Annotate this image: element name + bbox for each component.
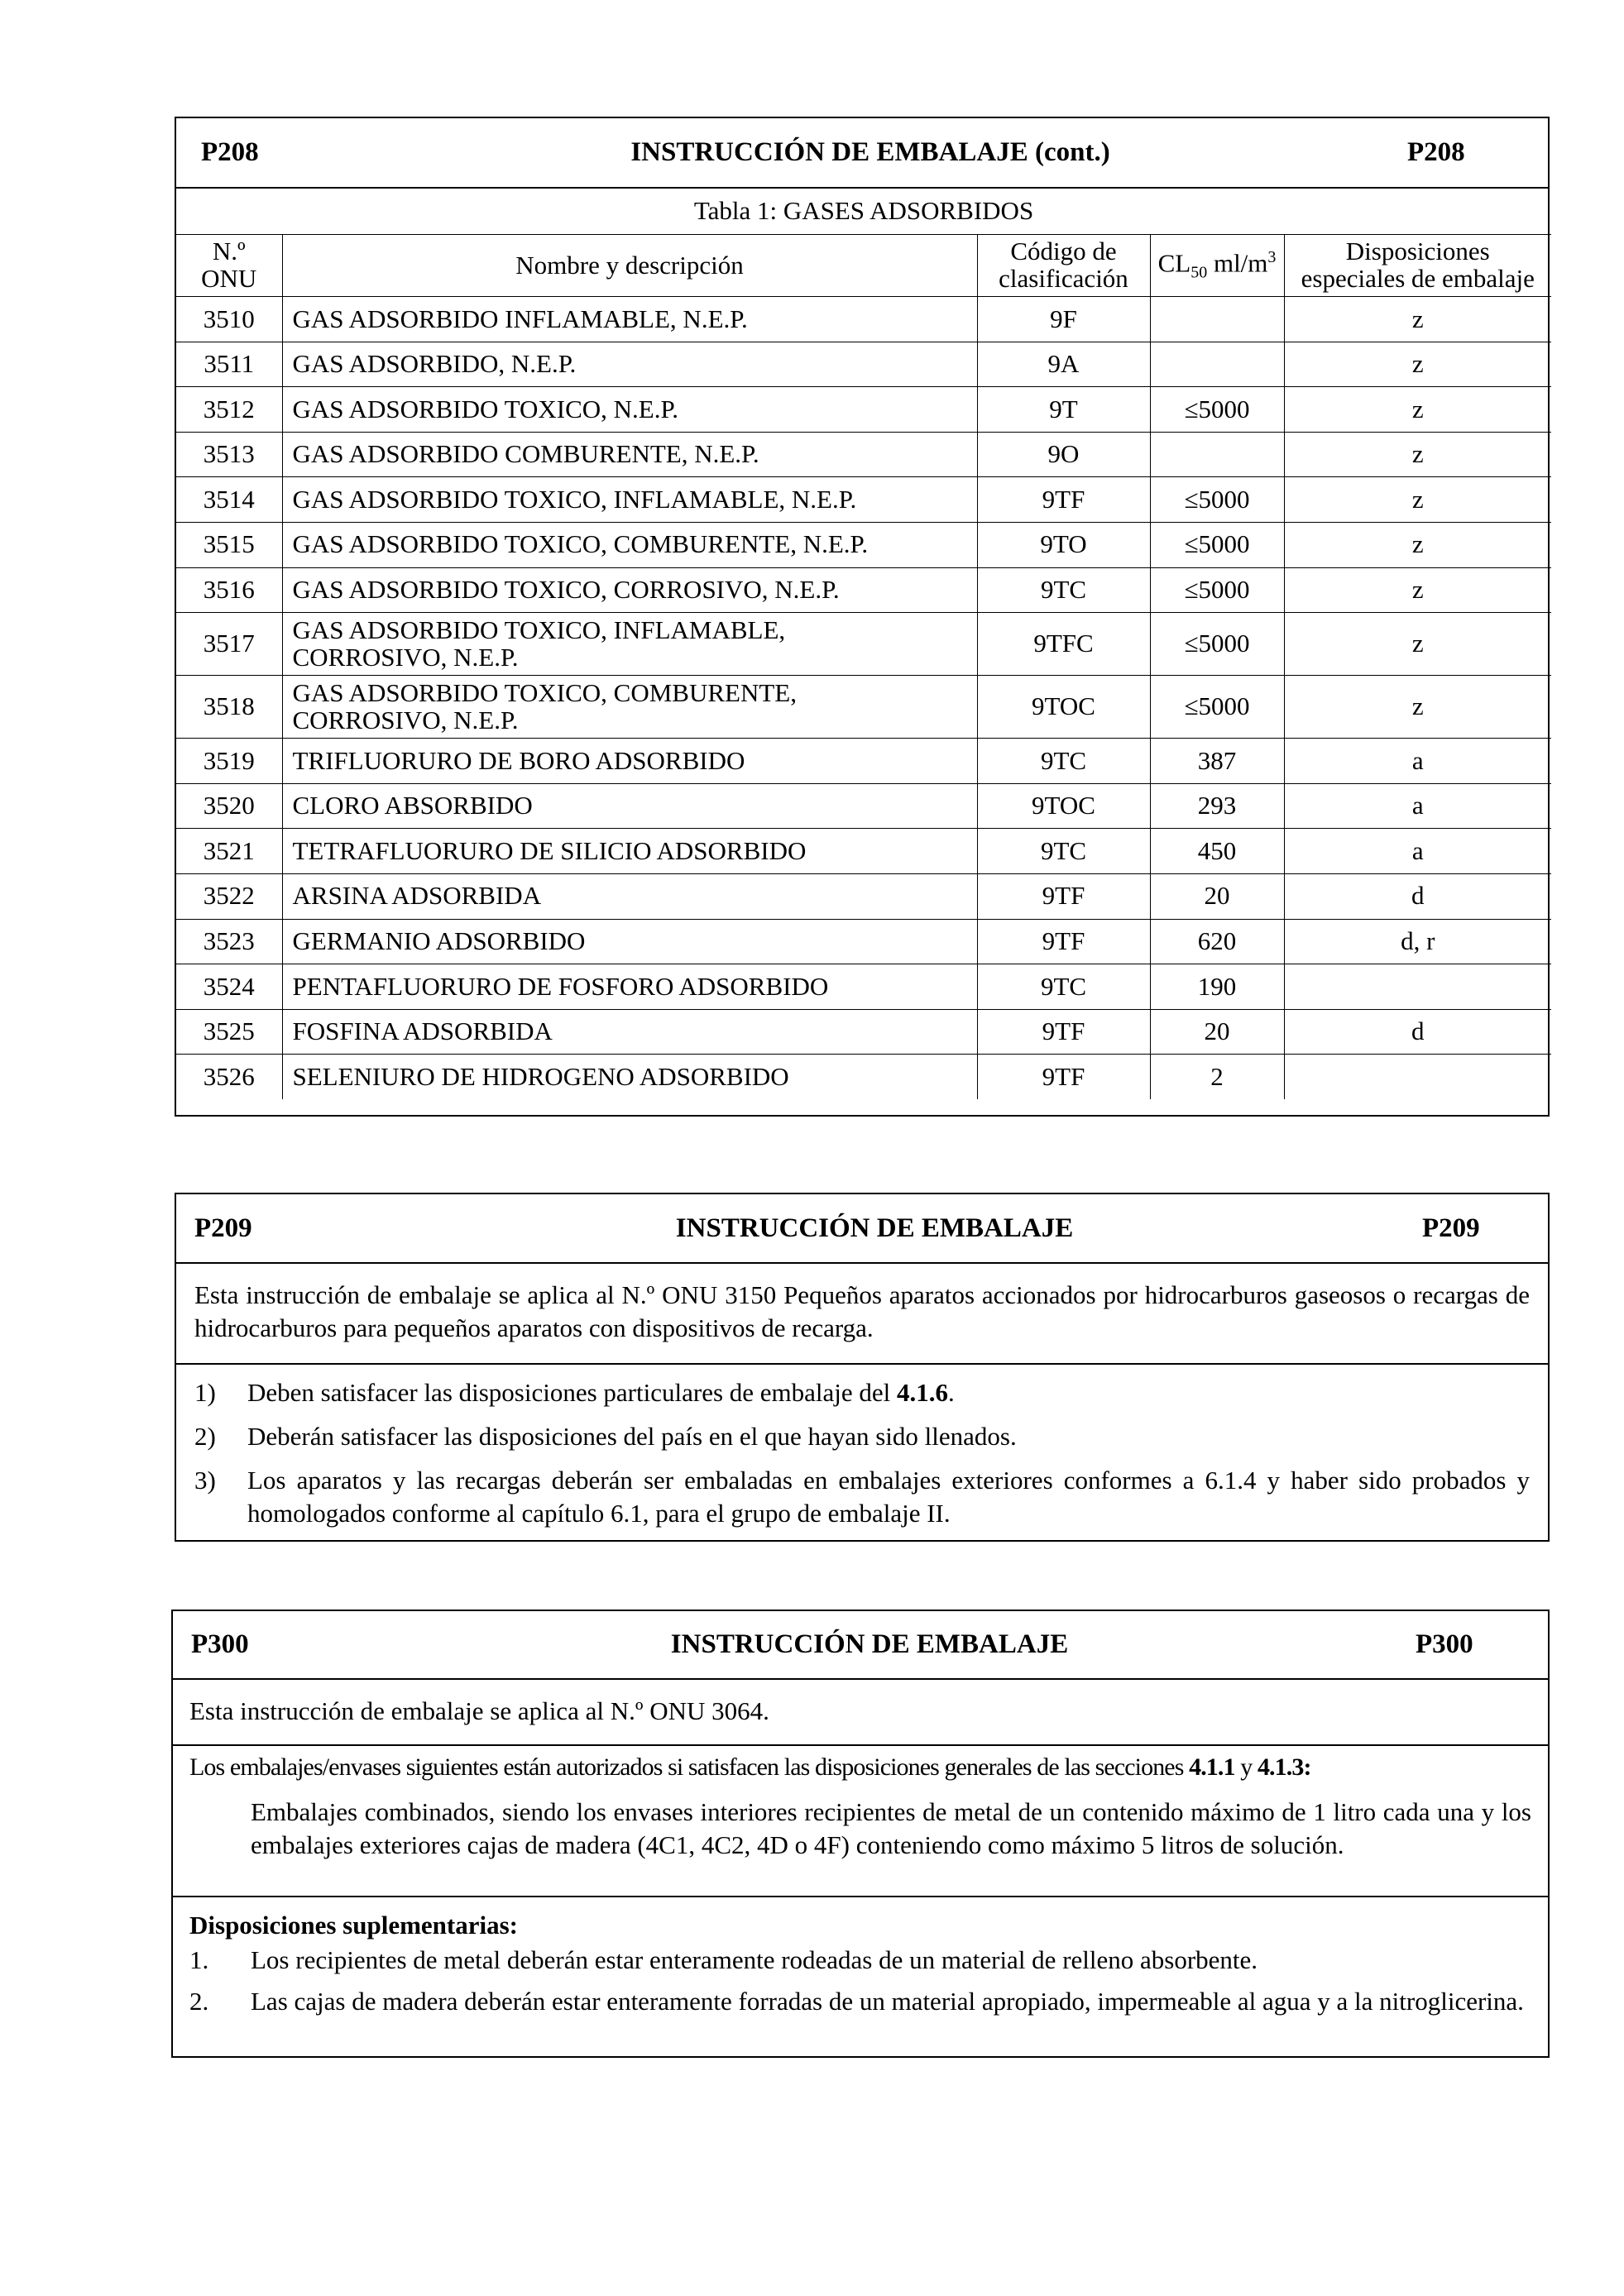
table-row [176, 613, 1551, 676]
table-row [176, 297, 1551, 342]
cell-name-line1: GAS ADSORBIDO TOXICO, INFLAMABLE, [292, 615, 786, 645]
p208-title: INSTRUCCIÓN DE EMBALAJE (cont.) [630, 137, 1110, 167]
cell-special-provisions: a [1284, 739, 1551, 784]
cell-lc50: ≤5000 [1150, 387, 1284, 433]
cell-special-provisions: z [1284, 613, 1551, 676]
cell-name: ARSINA ADSORBIDA [282, 873, 977, 919]
cell-un-number: 3521 [176, 829, 282, 874]
cell-un-number: 3510 [176, 297, 282, 342]
cell-lc50 [1150, 432, 1284, 477]
p209-code-right: P209 [1422, 1213, 1480, 1243]
cell-lc50: 387 [1150, 739, 1284, 784]
p208-header [176, 118, 1548, 189]
lc50-unit: ml/m [1207, 248, 1268, 278]
p209-item-number: 2) [194, 1422, 216, 1451]
p209-item [194, 1420, 1530, 1453]
p209-title: INSTRUCCIÓN DE EMBALAJE [675, 1213, 1074, 1243]
p209-item-number: 1) [194, 1378, 216, 1407]
p209-item [194, 1464, 1530, 1530]
cell-special-provisions: z [1284, 567, 1551, 613]
cell-un-number: 3523 [176, 919, 282, 964]
cell-un-number: 3515 [176, 522, 282, 567]
adsorbed-gases-table [176, 189, 1551, 1099]
cell-un-number: 3524 [176, 964, 282, 1010]
cell-lc50: ≤5000 [1150, 676, 1284, 739]
col-header-un-line1: N.º [212, 237, 246, 266]
cell-classification: 9TO [977, 522, 1150, 567]
cell-lc50 [1150, 342, 1284, 387]
p300-authorized-text [189, 1751, 1531, 1784]
cell-classification: 9TC [977, 567, 1150, 613]
p300-authorized-ref2: 4.1.3: [1257, 1753, 1311, 1781]
cell-special-provisions [1284, 964, 1551, 1010]
cell-classification: 9TF [977, 873, 1150, 919]
p300-header [173, 1611, 1548, 1680]
cell-special-provisions: a [1284, 783, 1551, 829]
p300-authorized-lead: Los embalajes/envases siguientes están autorizados si satisfacen las disposiciones generales de las secciones [189, 1753, 1190, 1781]
p209-items-section [176, 1365, 1548, 1530]
p209-item-number: 3) [194, 1466, 216, 1495]
cell-name [282, 613, 977, 676]
p300-title: INSTRUCCIÓN DE EMBALAJE [670, 1629, 1069, 1659]
p300-instruction-box [171, 1610, 1550, 2058]
p300-supplementary-title: Disposiciones suplementarias: [189, 1911, 518, 1940]
p209-intro-section [176, 1264, 1548, 1365]
col-header-un-line2: ONU [201, 264, 257, 293]
cell-name: GAS ADSORBIDO COMBURENTE, N.E.P. [282, 432, 977, 477]
col-header-lc50 [1150, 235, 1284, 297]
table-row [176, 783, 1551, 829]
cell-special-provisions: d, r [1284, 919, 1551, 964]
col-header-class-line1: Código de [1010, 237, 1117, 266]
cell-special-provisions: a [1284, 829, 1551, 874]
cell-lc50: 2 [1150, 1055, 1284, 1099]
table-row [176, 964, 1551, 1010]
cell-classification: 9TOC [977, 676, 1150, 739]
cell-classification: 9F [977, 297, 1150, 342]
cell-name-line1: GAS ADSORBIDO TOXICO, COMBURENTE, [292, 678, 797, 708]
cell-classification: 9TOC [977, 783, 1150, 829]
col-header-special-line2: especiales de embalaje [1301, 264, 1535, 293]
cell-un-number: 3520 [176, 783, 282, 829]
cell-name [282, 676, 977, 739]
p300-supplementary-number: 2. [189, 1987, 209, 2016]
table-row [176, 567, 1551, 613]
cell-name: TRIFLUORURO DE BORO ADSORBIDO [282, 739, 977, 784]
cell-un-number: 3513 [176, 432, 282, 477]
cell-name: SELENIURO DE HIDROGENO ADSORBIDO [282, 1055, 977, 1099]
p300-supplementary-text: Las cajas de madera deberán estar enteramente forradas de un material apropiado, impermeable al agua y a la nitroglicerina. [251, 1987, 1524, 2016]
p300-code-left: P300 [191, 1629, 249, 1659]
p209-item-1-ref: 4.1.6 [897, 1378, 949, 1407]
cell-un-number: 3526 [176, 1055, 282, 1099]
col-header-special-line1: Disposiciones [1345, 237, 1490, 266]
table-row [176, 342, 1551, 387]
cell-lc50: 293 [1150, 783, 1284, 829]
cell-lc50: ≤5000 [1150, 522, 1284, 567]
cell-name: GERMANIO ADSORBIDO [282, 919, 977, 964]
col-header-name: Nombre y descripción [282, 235, 977, 297]
cell-special-provisions: z [1284, 522, 1551, 567]
cell-name: PENTAFLUORURO DE FOSFORO ADSORBIDO [282, 964, 977, 1010]
cell-classification: 9TC [977, 829, 1150, 874]
p209-item-text [247, 1376, 1530, 1409]
cell-un-number: 3511 [176, 342, 282, 387]
table-header-row [176, 235, 1551, 297]
table-row [176, 432, 1551, 477]
p209-item-text: Los aparatos y las recargas deberán ser embaladas en embalajes exteriores conformes a 6.1.4 y haber sido probados y homologados conforme al capítulo 6.1, para el grupo de embalaje II. [247, 1466, 1530, 1528]
cell-name-line2: CORROSIVO, N.E.P. [292, 642, 519, 672]
cell-special-provisions: z [1284, 676, 1551, 739]
cell-classification: 9TFC [977, 613, 1150, 676]
cell-lc50: 190 [1150, 964, 1284, 1010]
cell-special-provisions: z [1284, 477, 1551, 523]
cell-special-provisions: z [1284, 432, 1551, 477]
cell-classification: 9TF [977, 1009, 1150, 1055]
p300-authorized-section [173, 1746, 1548, 1897]
cell-classification: 9A [977, 342, 1150, 387]
p209-item-text: Deberán satisfacer las disposiciones del país en el que hayan sido llenados. [247, 1422, 1017, 1451]
cell-name: GAS ADSORBIDO TOXICO, INFLAMABLE, N.E.P. [282, 477, 977, 523]
cell-lc50 [1150, 297, 1284, 342]
cell-name: GAS ADSORBIDO TOXICO, N.E.P. [282, 387, 977, 433]
p300-supplementary-item [189, 1985, 1531, 2018]
col-header-special-provisions [1284, 235, 1551, 297]
table-row [176, 739, 1551, 784]
col-header-un [176, 235, 282, 297]
table-row [176, 477, 1551, 523]
cell-special-provisions: z [1284, 297, 1551, 342]
cell-special-provisions: z [1284, 387, 1551, 433]
lc50-prefix: CL [1157, 248, 1191, 278]
cell-name: GAS ADSORBIDO TOXICO, COMBURENTE, N.E.P. [282, 522, 977, 567]
cell-name: CLORO ABSORBIDO [282, 783, 977, 829]
lc50-superscript: 3 [1267, 248, 1277, 267]
col-header-classification [977, 235, 1150, 297]
cell-lc50: ≤5000 [1150, 613, 1284, 676]
cell-classification: 9TF [977, 1055, 1150, 1099]
p209-intro-text: Esta instrucción de embalaje se aplica al N.º ONU 3150 Pequeños aparatos accionados por hidrocarburos gaseosos o recargas de hidrocarburos para pequeños aparatos con dispositivos de recarga. [194, 1280, 1530, 1342]
table-row [176, 387, 1551, 433]
cell-special-provisions: d [1284, 873, 1551, 919]
cell-un-number: 3512 [176, 387, 282, 433]
cell-un-number: 3516 [176, 567, 282, 613]
p300-intro-section [173, 1680, 1548, 1746]
p300-authorized-ref1: 4.1.1 [1189, 1753, 1235, 1781]
cell-classification: 9TF [977, 477, 1150, 523]
table-row [176, 1055, 1551, 1099]
p208-code-left: P208 [201, 137, 259, 167]
table-caption-row [176, 189, 1551, 235]
cell-lc50: ≤5000 [1150, 567, 1284, 613]
cell-lc50: ≤5000 [1150, 477, 1284, 523]
p209-header [176, 1194, 1548, 1264]
cell-un-number: 3522 [176, 873, 282, 919]
p300-supplementary-text: Los recipientes de metal deberán estar enteramente rodeadas de un material de relleno absorbente. [251, 1945, 1258, 1974]
p208-code-right: P208 [1407, 137, 1465, 167]
cell-name: GAS ADSORBIDO, N.E.P. [282, 342, 977, 387]
p208-instruction-box [175, 117, 1550, 1117]
cell-lc50: 620 [1150, 919, 1284, 964]
table-body [176, 297, 1551, 1099]
table-caption: Tabla 1: GASES ADSORBIDOS [176, 189, 1551, 235]
cell-lc50: 450 [1150, 829, 1284, 874]
cell-un-number: 3525 [176, 1009, 282, 1055]
cell-classification: 9TC [977, 964, 1150, 1010]
p300-supplementary-number: 1. [189, 1945, 209, 1974]
lc50-subscript: 50 [1190, 263, 1208, 282]
cell-special-provisions [1284, 1055, 1551, 1099]
cell-un-number: 3514 [176, 477, 282, 523]
p300-combined-packaging: Embalajes combinados, siendo los envases interiores recipientes de metal de un contenido máximo de 1 litro cada una y los embalajes exteriores cajas de madera (4C1, 4C2, 4D o 4F) conteniendo como máximo 5 litros de solución. [251, 1797, 1531, 1859]
p209-item-1-text: Deben satisfacer las disposiciones particulares de embalaje del [247, 1378, 898, 1407]
p209-instruction-box [175, 1193, 1550, 1542]
table-row [176, 676, 1551, 739]
cell-classification: 9T [977, 387, 1150, 433]
cell-name: GAS ADSORBIDO INFLAMABLE, N.E.P. [282, 297, 977, 342]
cell-un-number: 3517 [176, 613, 282, 676]
col-header-class-line2: clasificación [999, 264, 1128, 293]
cell-lc50: 20 [1150, 1009, 1284, 1055]
p300-intro-text: Esta instrucción de embalaje se aplica al N.º ONU 3064. [189, 1696, 769, 1725]
cell-classification: 9TC [977, 739, 1150, 784]
table-row [176, 829, 1551, 874]
table-row [176, 919, 1551, 964]
cell-un-number: 3519 [176, 739, 282, 784]
cell-name: GAS ADSORBIDO TOXICO, CORROSIVO, N.E.P. [282, 567, 977, 613]
cell-name-line2: CORROSIVO, N.E.P. [292, 705, 519, 734]
p300-supplementary-item [189, 1944, 1531, 1977]
cell-classification: 9O [977, 432, 1150, 477]
p300-authorized-and: y [1234, 1753, 1258, 1781]
cell-name: FOSFINA ADSORBIDA [282, 1009, 977, 1055]
p300-code-right: P300 [1416, 1629, 1473, 1659]
table-row [176, 1009, 1551, 1055]
table-row [176, 873, 1551, 919]
p209-item-1-tail: . [948, 1378, 955, 1407]
cell-name: TETRAFLUORURO DE SILICIO ADSORBIDO [282, 829, 977, 874]
cell-special-provisions: d [1284, 1009, 1551, 1055]
cell-un-number: 3518 [176, 676, 282, 739]
p209-item [194, 1376, 1530, 1409]
cell-classification: 9TF [977, 919, 1150, 964]
cell-special-provisions: z [1284, 342, 1551, 387]
table-row [176, 522, 1551, 567]
cell-lc50: 20 [1150, 873, 1284, 919]
p300-supplementary-section [173, 1897, 1548, 2018]
p209-code-left: P209 [194, 1213, 252, 1243]
